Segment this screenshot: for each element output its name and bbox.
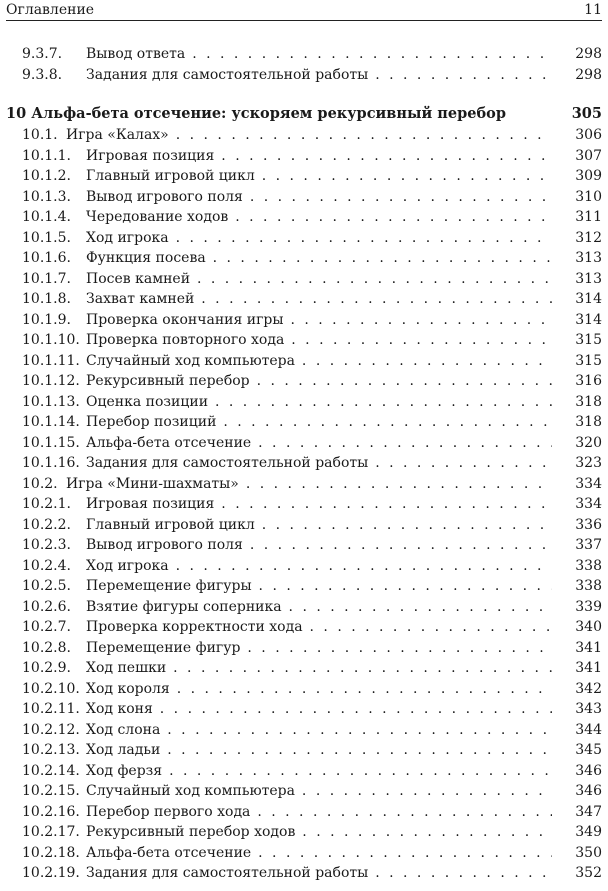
entry-page: 344: [575, 721, 602, 738]
entry-page: 298: [575, 46, 602, 62]
entry-page: 341: [575, 660, 602, 676]
entry-page: 312: [575, 229, 602, 246]
entry-page: 318: [575, 393, 602, 410]
toc-entry[interactable]: [6, 166, 602, 187]
toc-entry[interactable]: [6, 269, 602, 290]
entry-page: 350: [575, 844, 602, 861]
table-of-contents: [6, 44, 602, 884]
toc-entry[interactable]: [6, 351, 602, 372]
entry-number: 10.2.5.: [22, 578, 71, 594]
entry-number: 10.2.18.: [22, 844, 80, 861]
entry-page: 318: [575, 414, 602, 430]
entry-title: Ход игрока . . .: [86, 228, 552, 249]
toc-entry[interactable]: [6, 576, 602, 597]
entry-title: Альфа-бета отсечение . . .: [86, 843, 552, 864]
section1-entries-list: [6, 146, 602, 474]
entry-number: 10.1.10.: [22, 332, 80, 348]
entry-number: 10.2.19.: [22, 865, 80, 881]
entry-title: Задания для самостоятельной работы . . .: [86, 65, 552, 86]
entry-title: Ход ферзя . . .: [86, 761, 552, 782]
entry-title: Перемещение фигур . . .: [86, 638, 552, 659]
entry-number: 10.1.8.: [22, 291, 71, 307]
toc-entry[interactable]: [6, 228, 602, 249]
toc-entry[interactable]: [6, 412, 602, 433]
toc-entry[interactable]: [6, 535, 602, 556]
toc-entry[interactable]: [6, 146, 602, 167]
entry-number: 10.2.14.: [22, 762, 80, 779]
toc-entry[interactable]: [6, 289, 602, 310]
entry-title: Рекурсивный перебор ходов . . .: [86, 822, 552, 843]
chapter-title: 10 Альфа-бета отсечение: ускоряем рекурсивный перебор: [6, 105, 506, 122]
entry-number: 10.1.11.: [22, 352, 80, 369]
toc-entry[interactable]: [6, 679, 602, 700]
section-number: 10.2.: [22, 475, 58, 492]
entry-number: 10.2.2.: [22, 516, 71, 533]
running-header: [6, 0, 602, 21]
entry-page: 338: [575, 578, 602, 594]
entry-title: Оценка позиции . . .: [86, 392, 552, 413]
entry-number: 10.1.4.: [22, 209, 71, 225]
entry-title: Ход слона . . .: [86, 720, 552, 741]
toc-entry[interactable]: [6, 822, 602, 843]
entry-number: 10.1.14.: [22, 414, 80, 430]
entry-page: 315: [575, 352, 602, 369]
entry-title: Задания для самостоятельной работы . . .: [86, 863, 552, 884]
pre-entries-list: [6, 44, 602, 85]
toc-entry[interactable]: [6, 494, 602, 515]
entry-page: 346: [575, 762, 602, 779]
entry-page: 341: [575, 639, 602, 656]
toc-entry[interactable]: [6, 597, 602, 618]
entry-number: 10.1.15.: [22, 434, 80, 451]
entry-title: Случайный ход компьютера . . .: [86, 351, 552, 372]
toc-entry[interactable]: [6, 433, 602, 454]
entry-page: 338: [575, 557, 602, 574]
entry-page: 315: [575, 332, 602, 348]
entry-number: 10.1.13.: [22, 393, 80, 410]
entry-title: Случайный ход компьютера . . .: [86, 781, 552, 802]
toc-entry[interactable]: [6, 248, 602, 269]
toc-entry[interactable]: [6, 843, 602, 864]
entry-title: Чередование ходов . . .: [86, 207, 552, 228]
toc-entry[interactable]: [6, 781, 602, 802]
toc-entry[interactable]: [6, 761, 602, 782]
entry-number: 10.2.1.: [22, 496, 71, 512]
entry-title: Задания для самостоятельной работы . . .: [86, 453, 552, 474]
entry-number: 10.1.16.: [22, 455, 80, 471]
entry-title: Посев камней . . .: [86, 269, 552, 290]
toc-entry[interactable]: [6, 453, 602, 474]
entry-number: 10.1.7.: [22, 270, 71, 287]
entry-number: 10.2.7.: [22, 619, 71, 635]
chapter-page: 305: [571, 105, 602, 122]
entry-number: 10.1.5.: [22, 229, 71, 246]
toc-entry[interactable]: [6, 699, 602, 720]
toc-entry[interactable]: [6, 658, 602, 679]
entry-title: Альфа-бета отсечение . . .: [86, 433, 552, 454]
entry-title: Рекурсивный перебор . . .: [86, 371, 552, 392]
toc-entry[interactable]: [6, 187, 602, 208]
entry-title: Перебор первого хода . . .: [86, 802, 552, 823]
entry-page: 340: [575, 619, 602, 635]
entry-title: Проверка окончания игры . . .: [86, 310, 552, 331]
entry-title: Ход ладьи . . .: [86, 740, 552, 761]
toc-entry[interactable]: [6, 44, 602, 65]
entry-page: 352: [575, 865, 602, 881]
entry-number: 10.1.6.: [22, 250, 71, 266]
entry-page: 307: [575, 147, 602, 164]
toc-entry[interactable]: [6, 556, 602, 577]
entry-page: 339: [575, 598, 602, 615]
section-page: 334: [575, 475, 602, 492]
entry-number: 10.2.11.: [22, 701, 80, 717]
entry-page: 316: [575, 373, 602, 389]
section-page: 306: [575, 127, 602, 143]
entry-title: Игровая позиция . . .: [86, 494, 552, 515]
entry-number: 10.2.17.: [22, 824, 80, 840]
entry-page: 349: [575, 824, 602, 840]
entry-title: Ход коня . . .: [86, 699, 552, 720]
entry-title: Проверка корректности хода . . .: [86, 617, 552, 638]
entry-number: 10.1.9.: [22, 311, 71, 328]
section-title: Игра «Калах» . . .: [66, 125, 552, 146]
entry-number: 10.2.3.: [22, 537, 71, 553]
section-heading[interactable]: [6, 125, 602, 146]
section2-entries-list: [6, 494, 602, 884]
entry-page: 346: [575, 783, 602, 799]
entry-number: 10.2.13.: [22, 742, 80, 758]
entry-page: 343: [575, 701, 602, 717]
toc-entry[interactable]: [6, 207, 602, 228]
chapter-heading[interactable]: [6, 103, 602, 125]
entry-title: Главный игровой цикл . . .: [86, 166, 552, 187]
entry-title: Главный игровой цикл . . .: [86, 515, 552, 536]
entry-page: 309: [575, 168, 602, 184]
entry-title: Ход игрока . . .: [86, 556, 552, 577]
toc-entry[interactable]: [6, 515, 602, 536]
entry-number: 10.1.3.: [22, 188, 71, 205]
entry-title: Вывод ответа . . .: [86, 44, 552, 65]
toc-entry[interactable]: [6, 371, 602, 392]
entry-number: 10.2.10.: [22, 680, 80, 697]
entry-number: 10.2.16.: [22, 803, 80, 820]
entry-page: 298: [575, 66, 602, 83]
toc-entry[interactable]: [6, 638, 602, 659]
toc-entry[interactable]: [6, 740, 602, 761]
section-heading[interactable]: [6, 474, 602, 495]
entry-page: 337: [575, 537, 602, 553]
toc-entry[interactable]: [6, 392, 602, 413]
entry-title: Проверка повторного хода . . .: [86, 330, 552, 351]
toc-entry[interactable]: [6, 617, 602, 638]
entry-number: 10.2.6.: [22, 598, 71, 615]
entry-page: 311: [575, 209, 602, 225]
header-page-number: 11: [584, 2, 602, 18]
entry-page: 342: [575, 680, 602, 697]
entry-number: 10.1.2.: [22, 168, 71, 184]
entry-title: Ход короля . . .: [86, 679, 552, 700]
toc-entry[interactable]: [6, 330, 602, 351]
entry-title: Захват камней . . .: [86, 289, 552, 310]
entry-title: Перебор позиций . . .: [86, 412, 552, 433]
entry-page: 347: [575, 803, 602, 820]
entry-title: Ход пешки . . .: [86, 658, 552, 679]
entry-page: 336: [575, 516, 602, 533]
entry-page: 313: [575, 250, 602, 266]
entry-title: Перемещение фигуры . . .: [86, 576, 552, 597]
entry-page: 314: [575, 311, 602, 328]
entry-number: 10.1.1.: [22, 147, 71, 164]
entry-number: 10.2.8.: [22, 639, 71, 656]
entry-number: 10.2.15.: [22, 783, 80, 799]
entry-number: 10.2.4.: [22, 557, 71, 574]
entry-title: Вывод игрового поля . . .: [86, 187, 552, 208]
entry-title: Взятие фигуры соперника . . .: [86, 597, 552, 618]
entry-page: 323: [575, 455, 602, 471]
entry-page: 314: [575, 291, 602, 307]
entry-number: 10.2.12.: [22, 721, 80, 738]
entry-number: 9.3.7.: [22, 46, 63, 62]
entry-page: 310: [575, 188, 602, 205]
entry-number: 9.3.8.: [22, 66, 63, 83]
entry-page: 313: [575, 270, 602, 287]
header-title: Оглавление: [6, 2, 95, 18]
toc-entry[interactable]: [6, 863, 602, 884]
toc-entry[interactable]: [6, 802, 602, 823]
toc-entry[interactable]: [6, 65, 602, 86]
toc-entry[interactable]: [6, 720, 602, 741]
entry-number: 10.1.12.: [22, 373, 80, 389]
section-number: 10.1.: [22, 127, 58, 143]
entry-page: 345: [575, 742, 602, 758]
section-title: Игра «Мини-шахматы» . . .: [66, 474, 552, 495]
toc-entry[interactable]: [6, 310, 602, 331]
entry-title: Игровая позиция . . .: [86, 146, 552, 167]
entry-number: 10.2.9.: [22, 660, 71, 676]
entry-page: 334: [575, 496, 602, 512]
entry-title: Функция посева . . .: [86, 248, 552, 269]
entry-title: Вывод игрового поля . . .: [86, 535, 552, 556]
entry-page: 320: [575, 434, 602, 451]
